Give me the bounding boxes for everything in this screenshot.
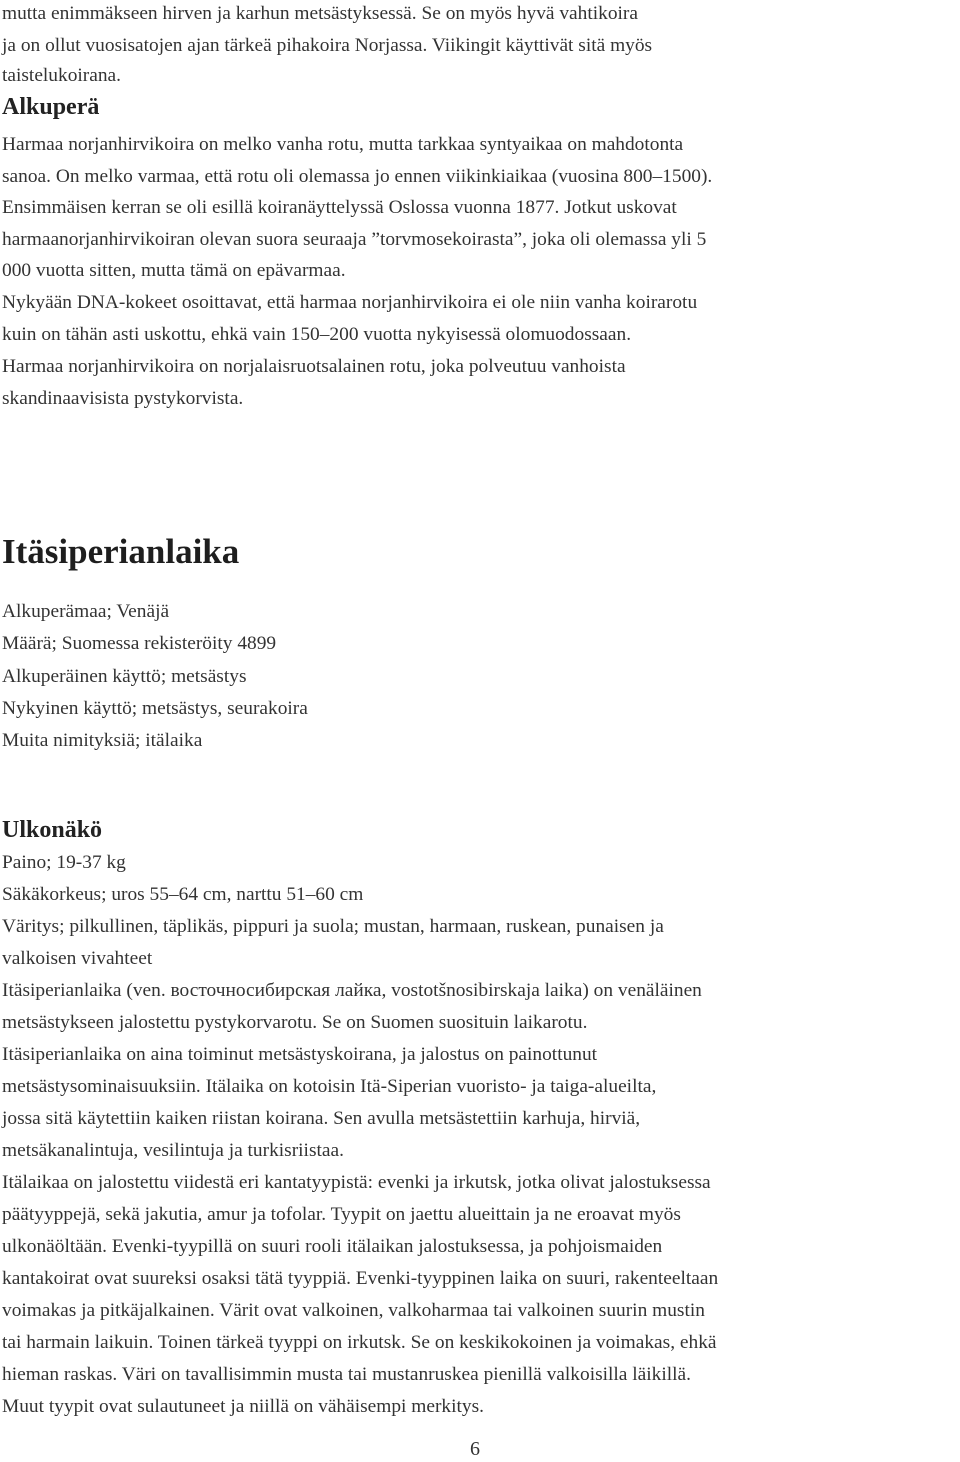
fact-line: Muita nimityksiä; itälaika [2,730,203,751]
breed-title: Itäsiperianlaika [2,532,240,571]
fact-line: Alkuperäinen käyttö; metsästys [2,666,247,687]
origin-line: Harmaa norjanhirvikoira on norjalaisruotsalainen rotu, joka polveutuu vanhoista [2,356,626,377]
origin-line: sanoa. On melko varmaa, että rotu oli olemassa jo ennen viikinkiaikaa (vuosina 800–1500). [2,166,713,187]
appearance-line: ulkonäöltään. Evenki-tyypillä on suuri rooli itälaikan jalostuksessa, ja pohjoismaiden [2,1236,663,1257]
appearance-line: Itälaikaa on jalostettu viidestä eri kantatyypistä: evenki ja irkutsk, jotka olivat jalostuksessa [2,1172,711,1193]
appearance-line: Itäsiperianlaika (ven. восточносибирская лайка, vostotšnosibirskaja laika) on venäläinen [2,980,702,1001]
origin-line: skandinaavisista pystykorvista. [2,388,244,409]
appearance-line: voimakas ja pitkäjalkainen. Värit ovat valkoinen, valkoharmaa tai valkoinen suurin mustin [2,1300,705,1321]
appearance-line: kantakoirat ovat suureksi osaksi tätä tyyppiä. Evenki-tyyppinen laika on suuri, rakenteeltaan [2,1268,719,1289]
appearance-line: Säkäkorkeus; uros 55–64 cm, narttu 51–60 cm [2,884,364,905]
appearance-line: Itäsiperianlaika on aina toiminut metsästyskoirana, ja jalostus on painottunut [2,1044,598,1065]
fact-line: Alkuperämaa; Venäjä [2,601,170,622]
appearance-line: Väritys; pilkullinen, täplikäs, pippuri ja suola; mustan, harmaan, ruskean, punaisen ja [2,916,664,937]
origin-line: Nykyään DNA-kokeet osoittavat, että harmaa norjanhirvikoira ei ole niin vanha koirarotu [2,292,698,313]
appearance-line: metsästykseen jalostettu pystykorvarotu. Se on Suomen suosituin laikarotu. [2,1012,588,1033]
appearance-line: päätyyppejä, sekä jakutia, amur ja tofolar. Tyypit on jaettu alueittain ja ne eroavat myös [2,1204,681,1225]
origin-line: Ensimmäisen kerran se oli esillä koiranäyttelyssä Oslossa vuonna 1877. Jotkut uskovat [2,197,677,218]
appearance-line: Paino; 19-37 kg [2,852,126,873]
fact-line: Määrä; Suomessa rekisteröity 4899 [2,633,277,654]
page-number: 6 [470,1438,480,1460]
appearance-line: tai harmain laikuin. Toinen tärkeä tyyppi on irkutsk. Se on keskikokoinen ja voimakas, ehkä [2,1332,717,1353]
origin-line: kuin on tähän asti uskottu, ehkä vain 150–200 vuotta nykyisessä olomuodossaan. [2,324,632,345]
appearance-heading: Ulkonäkö [2,817,103,843]
intro-line: mutta enimmäkseen hirven ja karhun metsästyksessä. Se on myös hyvä vahtikoira [2,3,638,24]
origin-line: harmaanorjanhirvikoiran olevan suora seuraaja ”torvmosekoirasta”, joka oli olemassa yli 5 [2,229,707,250]
origin-line: Harmaa norjanhirvikoira on melko vanha rotu, mutta tarkkaa syntyaikaa on mahdotonta [2,134,684,155]
fact-line: Nykyinen käyttö; metsästys, seurakoira [2,698,308,719]
intro-line: taistelukoirana. [2,65,121,86]
appearance-line: jossa sitä käytettiin kaiken riistan koirana. Sen avulla metsästettiin karhuja, hirviä, [2,1108,641,1129]
appearance-line: metsästysominaisuuksiin. Itälaika on kotoisin Itä-Siperian vuoristo- ja taiga-alueilta, [2,1076,657,1097]
appearance-line: valkoisen vivahteet [2,948,153,969]
appearance-line: hieman raskas. Väri on tavallisimmin musta tai mustanruskea pienillä valkoisilla läikillä. [2,1364,691,1385]
appearance-line: Muut tyypit ovat sulautuneet ja niillä on vähäisempi merkitys. [2,1396,484,1417]
origin-line: 000 vuotta sitten, mutta tämä on epävarmaa. [2,260,346,281]
origin-heading: Alkuperä [2,94,100,120]
intro-line: ja on ollut vuosisatojen ajan tärkeä pihakoira Norjassa. Viikingit käyttivät sitä myös [2,35,653,56]
appearance-line: metsäkanalintuja, vesilintuja ja turkisriistaa. [2,1140,344,1161]
